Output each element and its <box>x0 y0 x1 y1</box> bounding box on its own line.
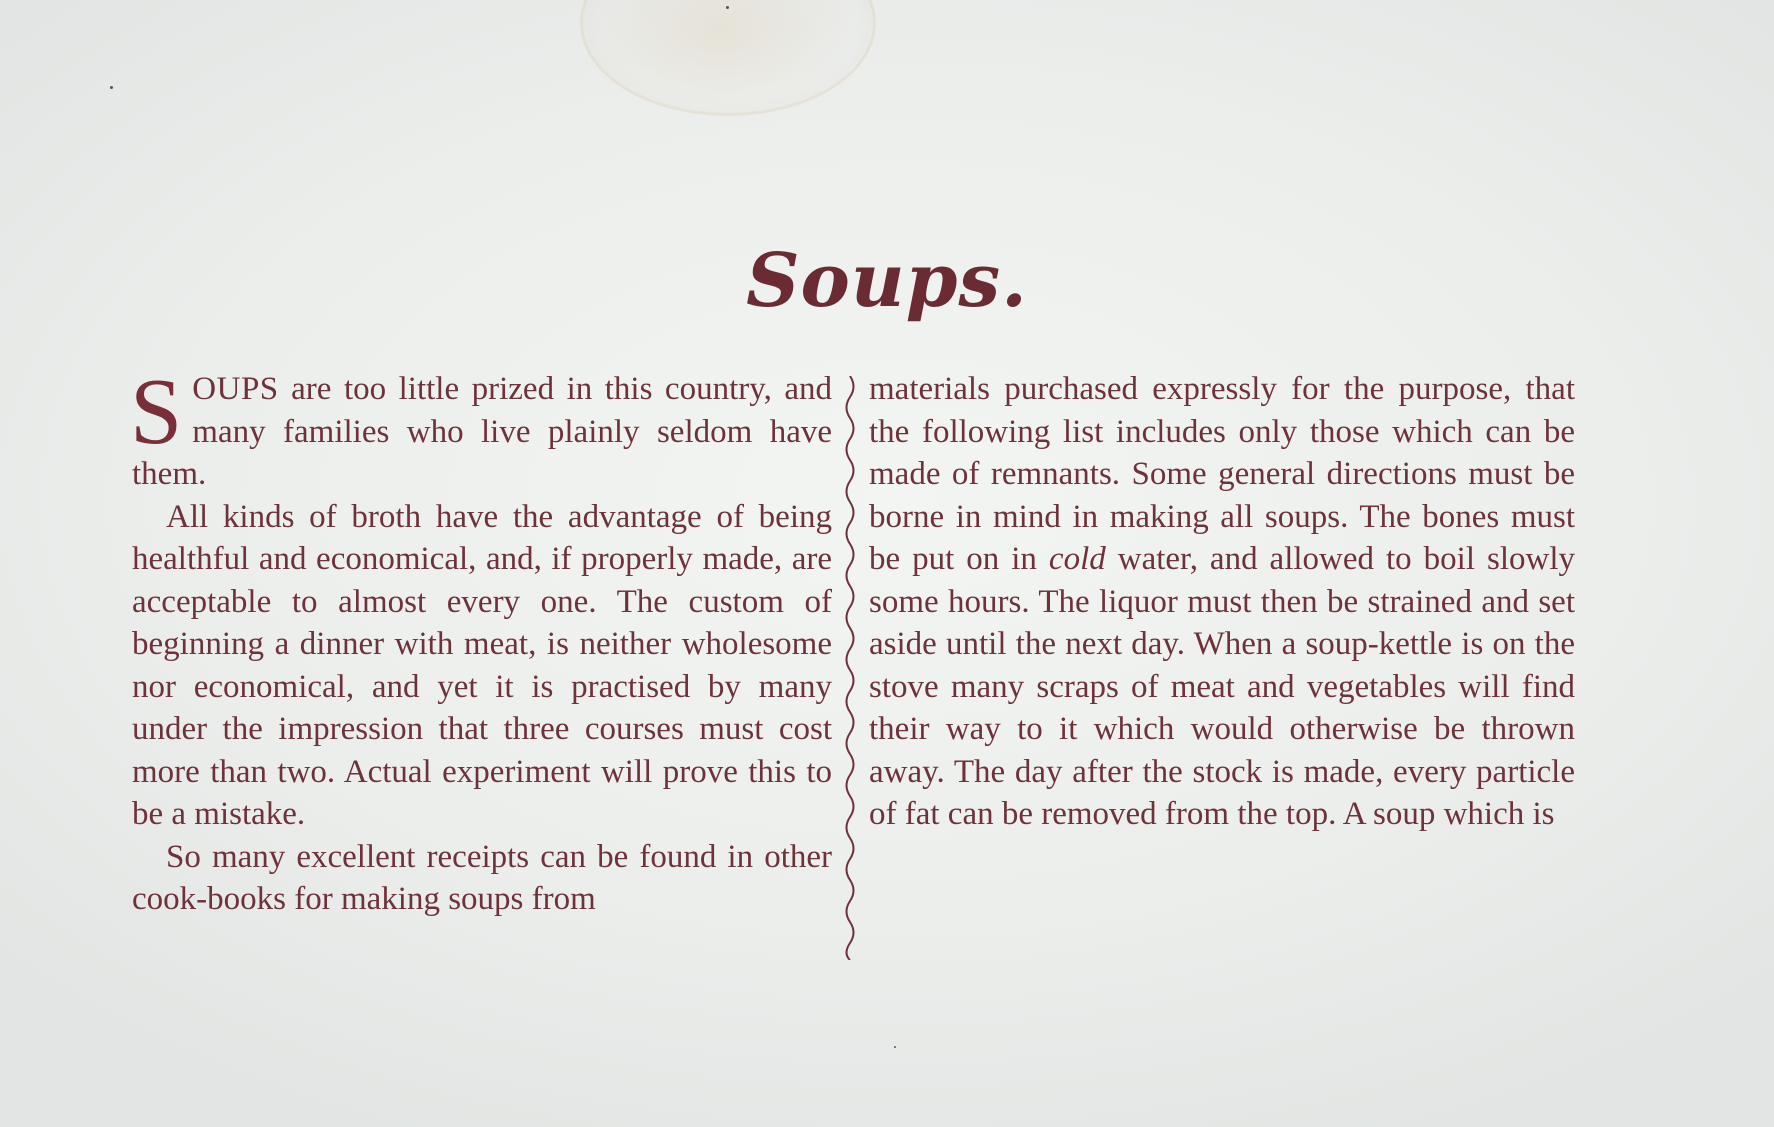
left-text-column <box>130 360 832 921</box>
right-text-column <box>869 368 1575 836</box>
paragraph-directions <box>869 368 1575 836</box>
directions-text-start: materials purchased expressly for the purpose, that the following list includes only those which can be made of remnants. Some general directions must be borne in mind in making all soups. The bones must be put on in <box>869 371 1575 577</box>
intro-text: are too little prized in this country, and many families who live plainly seldom have them. <box>132 371 832 492</box>
paper-speck <box>110 86 113 89</box>
paper-speck <box>894 1046 896 1048</box>
emphasized-word: cold <box>1048 541 1106 577</box>
directions-text-end: water, and allowed to boil slowly some hours. The liquor must then be strained and set aside until the next day. When a soup-kettle is on the stove many scraps of meat and vegetables will find their way to it which would otherwise be thrown away. The day after the stock is made, every particle of fat can be removed from the top. A soup which is <box>869 541 1575 832</box>
paragraph-receipts: So many excellent receipts can be found in other cook-books for making soups from <box>132 838 832 917</box>
water-stain <box>580 0 876 116</box>
page-title: Soups. <box>746 238 1028 324</box>
wavy-column-divider <box>832 376 868 960</box>
paragraph-intro <box>130 360 832 496</box>
paragraph-broth: All kinds of broth have the advantage of being healthful and economical, and, if properly made, are acceptable to almost every one. The custom of beginning a dinner with meat, is neither wholesome nor economical, and yet it is practised by many under the impression that three courses must cost more than two. Actual experiment will prove this to be a mistake. <box>132 498 832 832</box>
intro-lead-word: OUPS <box>192 371 279 407</box>
drop-cap: S <box>130 360 183 464</box>
paper-speck <box>726 6 729 9</box>
